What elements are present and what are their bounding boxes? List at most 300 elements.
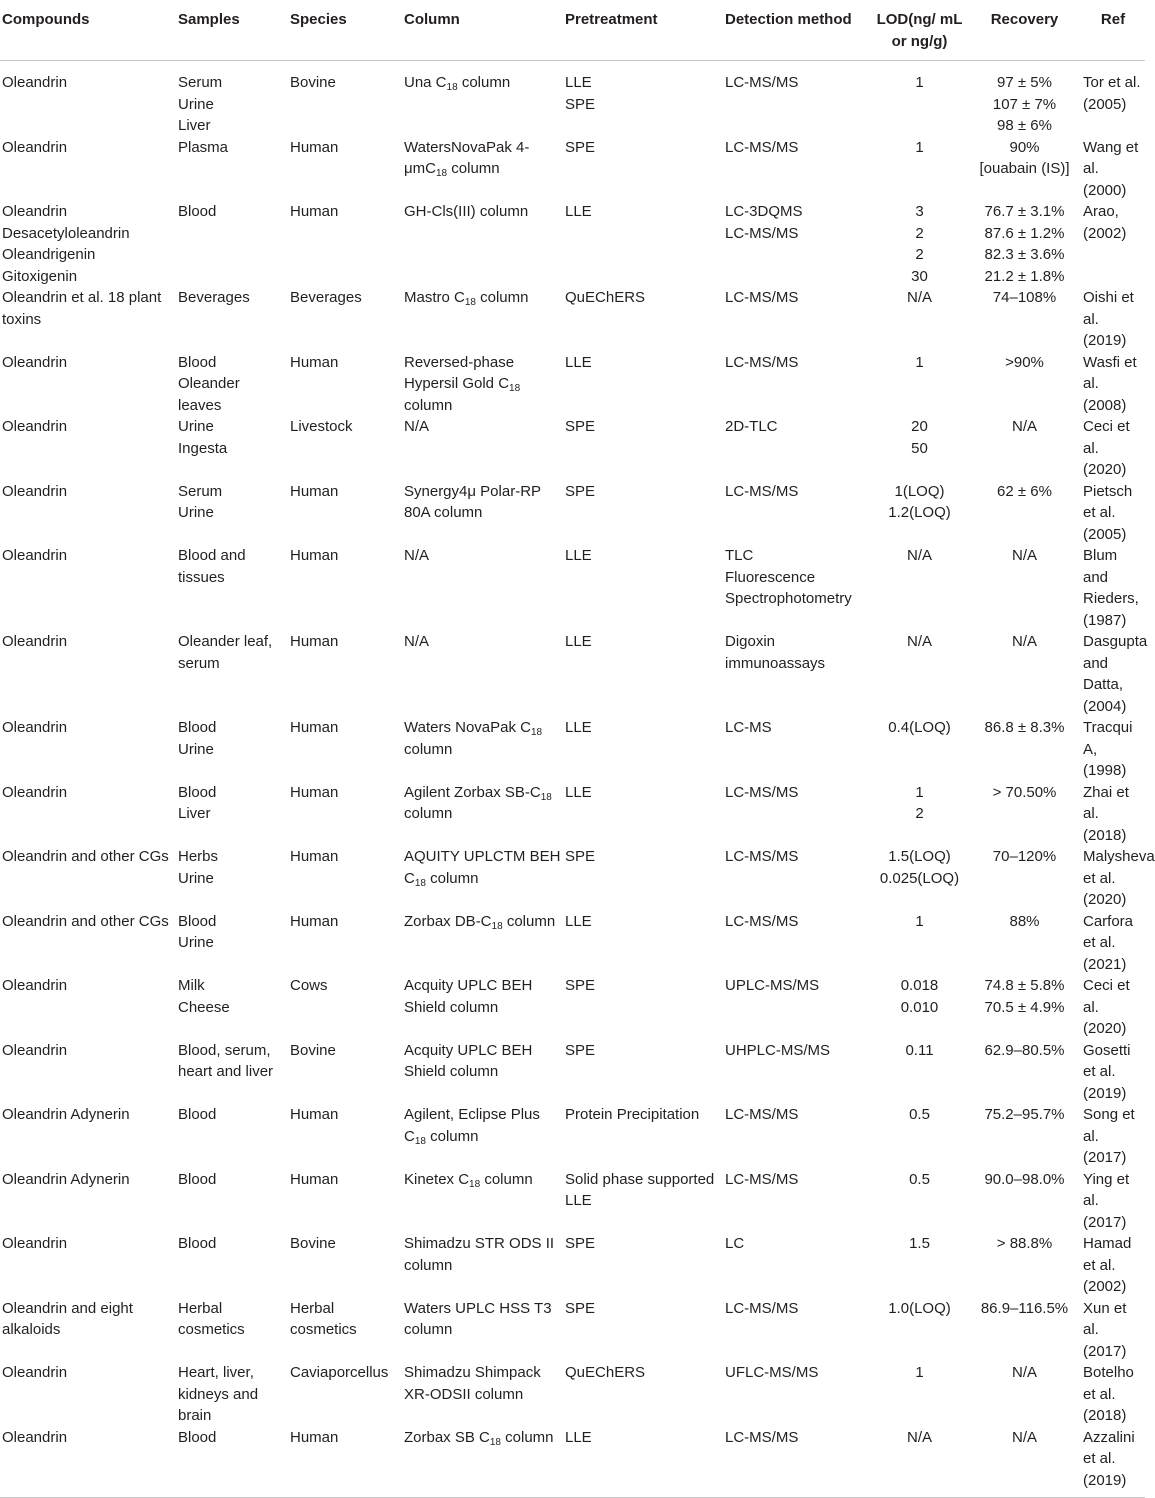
cell-samples-text: Serum Urine Liver [178,74,223,134]
table-row [0,352,1145,417]
cell-species [288,1298,402,1363]
cell-lod [871,1104,968,1169]
cell-lod [871,782,968,847]
cell-compounds [0,545,176,631]
cell-ref-text: Azzalini et al. (2019) [1083,1428,1135,1489]
cell-column-text: Zorbax SB $C_{18}$ column [404,1428,554,1448]
cell-ref-text: Zhai et al. (2018) [1083,783,1129,844]
header-compounds: Compounds [0,0,176,61]
cell-samples-text: Blood Oleander leaves [178,353,240,414]
cell-ref-text: Ceci et al. (2020) [1083,977,1130,1037]
cell-column [402,1040,563,1105]
cell-recovery-text: 75.2–95.7% [984,1106,1065,1123]
cell-ref-text: Dasgupta and Datta, (2004) [1083,633,1148,715]
cell-samples [176,1169,288,1234]
cell-lod [871,137,968,202]
cell-recovery [968,782,1081,847]
cell-recovery-text: N/A [1011,418,1037,435]
cell-ref [1081,545,1145,631]
cell-detection-method [723,1104,871,1169]
cell-lod-text: N/A [906,633,932,650]
cell-species [288,1104,402,1169]
cell-species-text: Cows [290,977,328,994]
cell-ref-text: Arao, (2002) [1083,203,1127,242]
cell-lod-text: 1 [915,912,924,930]
table-row [0,137,1145,202]
cell-species-text: Livestock [290,418,353,435]
cell-species-text: Human [290,353,339,371]
cell-pretreatment-text: LLE SPE [565,74,596,113]
cell-recovery [968,287,1081,352]
cell-pretreatment-text: LLE [565,353,592,371]
cell-pretreatment [563,1040,723,1105]
cell-species-text: Human [290,1170,339,1188]
cell-ref [1081,1233,1145,1298]
cell-ref-text: Gosetti et al. (2019) [1083,1041,1131,1102]
cell-column-text: N/A [404,547,430,564]
cell-detection-method-text: LC-MS/MS [725,482,799,500]
cell-compounds-text: Oleandrin [2,977,68,994]
cell-samples-text: Blood [178,1428,217,1446]
cell-species-text: Human [290,848,339,865]
cell-recovery-text: 97 ± 5% 107 ± 7% 98 ± 6% [992,74,1057,134]
cell-compounds [0,1040,176,1105]
cell-species [288,1427,402,1498]
header-species: Species [288,0,402,61]
cell-ref [1081,717,1145,782]
cell-ref [1081,1040,1145,1105]
cell-samples-text: Oleander leaf, serum [178,633,273,672]
cell-pretreatment-text: SPE [565,1235,596,1252]
cell-pretreatment [563,1104,723,1169]
cell-pretreatment [563,137,723,202]
cell-lod-text: 1 [915,353,924,371]
cell-recovery [968,846,1081,911]
cell-samples-text: Blood [178,1170,217,1188]
cell-lod [871,631,968,717]
cell-lod-text: 0.4(LOQ) [888,719,951,736]
cell-detection-method [723,782,871,847]
cell-ref [1081,1298,1145,1363]
cell-pretreatment-text: SPE [565,848,596,865]
cell-lod-text: N/A [906,547,932,564]
cell-ref [1081,782,1145,847]
table-row [0,201,1145,287]
cell-lod [871,201,968,287]
cell-compounds-text: Oleandrin et al. 18 plant toxins [2,289,162,328]
cell-lod [871,1040,968,1105]
cell-samples [176,416,288,481]
cell-detection-method-text: TLC Fluorescence Spectrophotometry [725,547,852,607]
cell-recovery-text: 90% [ouabain (IS)] [979,138,1070,177]
cell-species [288,201,402,287]
cell-pretreatment-text: Protein Precipitation [565,1106,700,1123]
cell-ref-text: Song et al. (2017) [1083,1106,1135,1166]
cell-recovery-text: >90% [1005,353,1044,371]
cell-compounds [0,481,176,546]
cell-compounds [0,201,176,287]
cell-pretreatment-text: QuEChERS [565,1364,646,1381]
cell-pretreatment-text: LLE [565,719,592,736]
cell-pretreatment [563,481,723,546]
cell-column [402,545,563,631]
cell-detection-method [723,61,871,137]
cell-samples [176,1040,288,1105]
cell-pretreatment-text: LLE [565,912,592,930]
cell-recovery-text: 62 ± 6% [997,482,1052,500]
cell-lod-text: 1(LOQ) 1.2(LOQ) [888,482,951,521]
cell-column-text: Agilent, Eclipse Plus $C_{18}$ column [404,1106,540,1147]
cell-pretreatment [563,416,723,481]
cell-samples-text: Heart, liver, kidneys and brain [178,1364,259,1424]
cell-recovery [968,201,1081,287]
cell-pretreatment [563,846,723,911]
cell-column [402,481,563,546]
cell-detection-method [723,1362,871,1427]
cell-lod-text: 1 [915,138,924,156]
cell-column-text: Acquity UPLC BEH Shield column [404,977,533,1016]
cell-detection-method [723,911,871,976]
cell-column-text: Shimadzu Shimpack XR-ODSII column [404,1364,541,1403]
table-row [0,631,1145,717]
cell-pretreatment-text: LLE [565,547,592,564]
cell-detection-method [723,287,871,352]
cell-column [402,1298,563,1363]
cell-samples [176,1427,288,1498]
cell-recovery [968,631,1081,717]
cell-ref-text: Botelho et al. (2018) [1083,1364,1134,1424]
cell-detection-method [723,481,871,546]
cell-samples-text: Blood [178,1235,217,1252]
cell-detection-method [723,846,871,911]
cell-recovery-text: 86.8 ± 8.3% [984,719,1065,736]
cell-compounds [0,1362,176,1427]
cell-species [288,287,402,352]
cell-detection-method [723,416,871,481]
cell-recovery [968,1104,1081,1169]
cell-species-text: Beverages [290,289,362,306]
cell-compounds-text: Oleandrin and eight alkaloids [2,1299,133,1338]
cell-samples [176,1298,288,1363]
cell-pretreatment [563,911,723,976]
cell-species [288,137,402,202]
cell-column [402,287,563,352]
cell-compounds [0,137,176,202]
table-row [0,911,1145,976]
cell-compounds-text: Oleandrin [2,138,68,156]
cell-column [402,1169,563,1234]
cell-compounds-text: Oleandrin [2,353,68,371]
cell-ref-text: Malysheva et al. (2020) [1083,848,1155,908]
cell-column [402,846,563,911]
cell-species-text: Bovine [290,1041,336,1059]
cell-ref-text: Wasfi et al. (2008) [1083,353,1137,414]
cell-pretreatment [563,1427,723,1498]
cell-samples [176,631,288,717]
cell-pretreatment-text: LLE [565,1428,592,1446]
cell-column [402,717,563,782]
table-row [0,782,1145,847]
cell-column-text: Zorbax $DB-C_{18}$ column [404,912,556,932]
cell-recovery [968,352,1081,417]
cell-species-text: Human [290,719,339,736]
cell-samples-text: Serum Urine [178,482,223,521]
header-samples: Samples [176,0,288,61]
cell-lod [871,352,968,417]
cell-column-text: Shimadzu STR ODS II column [404,1235,555,1274]
cell-detection-method-text: LC-MS/MS [725,74,799,91]
cell-recovery-text: N/A [1011,547,1037,564]
cell-pretreatment-text: Solid phase supported LLE [565,1170,715,1209]
cell-detection-method-text: 2D-TLC [725,418,778,435]
cell-column-text: Agilent Zorbax $SB-C_{18}$ column [404,783,552,822]
cell-detection-method-text: LC-MS/MS [725,353,799,371]
cell-lod [871,975,968,1040]
cell-species-text: Human [290,1428,339,1446]
cell-samples-text: Blood Urine [178,912,217,951]
cell-compounds [0,846,176,911]
cell-detection-method-text: LC-MS/MS [725,1106,799,1123]
cell-compounds-text: Oleandrin [2,1235,68,1252]
cell-recovery [968,1233,1081,1298]
cell-ref-text: Ying et al. (2017) [1083,1170,1130,1231]
cell-detection-method [723,545,871,631]
cell-detection-method-text: LC-MS/MS [725,1299,799,1317]
cell-compounds-text: Oleandrin [2,1041,68,1059]
cell-samples [176,975,288,1040]
cell-species [288,717,402,782]
header-column: Column [402,0,563,61]
cell-species [288,352,402,417]
cell-column [402,61,563,137]
cell-detection-method [723,975,871,1040]
cell-recovery-text: N/A [1011,1364,1037,1381]
table-body [0,61,1155,1498]
table-row [0,717,1145,782]
cell-samples-text: Blood and tissues [178,547,246,586]
cell-compounds [0,1169,176,1234]
cell-compounds [0,911,176,976]
cell-species-text: Human [290,203,339,220]
cell-compounds-text: Oleandrin [2,719,68,736]
cell-recovery-text: 62.9–80.5% [984,1041,1065,1059]
cell-detection-method [723,1233,871,1298]
cell-species-text: Bovine [290,74,336,91]
cell-ref [1081,61,1145,137]
cell-detection-method-text: LC-3DQMS LC-MS/MS [725,203,803,242]
cell-pretreatment [563,782,723,847]
cell-ref-text: Oishi et al. (2019) [1083,289,1134,349]
cell-recovery [968,1427,1081,1498]
table-row [0,1169,1145,1234]
cell-samples [176,782,288,847]
cell-detection-method-text: LC-MS/MS [725,138,799,156]
cell-ref [1081,1104,1145,1169]
cell-recovery-text: > 70.50% [992,783,1057,801]
cell-pretreatment-text: SPE [565,482,596,500]
cell-recovery-text: 86.9–116.5% [980,1299,1069,1317]
cell-ref-text: Tracqui A, (1998) [1083,719,1133,779]
cell-column [402,631,563,717]
cell-lod [871,911,968,976]
cell-pretreatment [563,975,723,1040]
cell-lod [871,1427,968,1498]
cell-compounds-text: Oleandrin [2,1428,68,1446]
cell-lod [871,1233,968,1298]
cell-compounds-text: Oleandrin [2,482,68,500]
cell-compounds [0,782,176,847]
cell-ref [1081,1169,1145,1234]
cell-species-text: Human [290,482,339,500]
cell-recovery [968,481,1081,546]
cell-detection-method-text: LC-MS/MS [725,912,799,930]
cell-species [288,1169,402,1234]
cell-lod-text: 0.018 0.010 [900,977,939,1016]
cell-samples-text: Milk Cheese [178,977,230,1016]
cell-detection-method [723,352,871,417]
cell-pretreatment [563,1169,723,1234]
header-detection-method: Detection method [723,0,871,61]
cell-recovery [968,1169,1081,1234]
cell-compounds-text: Oleandrin [2,1364,68,1381]
cell-lod-text: 0.5 [909,1170,930,1188]
cell-samples-text: Blood [178,1106,217,1123]
cell-compounds-text: Oleandrin [2,74,68,91]
cell-lod [871,1362,968,1427]
cell-species-text: Human [290,633,339,650]
cell-compounds [0,975,176,1040]
cell-detection-method-text: LC-MS/MS [725,1170,799,1188]
cell-samples [176,717,288,782]
cell-column-text: Acquity UPLC BEH Shield column [404,1041,533,1080]
cell-samples [176,545,288,631]
cell-column [402,1233,563,1298]
cell-compounds-text: Oleandrin Desacetyloleandrin Oleandrigenin Gitoxigenin [2,203,130,285]
cell-pretreatment-text: SPE [565,1299,596,1317]
cell-lod [871,717,968,782]
cell-recovery-text: 90.0–98.0% [984,1170,1065,1188]
cell-detection-method [723,1427,871,1498]
cell-ref [1081,287,1145,352]
cell-column [402,782,563,847]
table-row [0,1040,1145,1105]
cell-ref [1081,631,1148,717]
cell-detection-method [723,201,871,287]
cell-column-text: Mastro $C_{18}$ column [404,289,529,308]
cell-detection-method [723,717,871,782]
cell-pretreatment-text: SPE [565,977,596,994]
cell-detection-method-text: LC-MS/MS [725,783,799,801]
cell-recovery-text: N/A [1011,633,1037,650]
cell-samples-text: Blood Liver [178,783,217,822]
cell-recovery-text: N/A [1011,1428,1037,1446]
cell-compounds [0,416,176,481]
cell-column [402,1362,563,1427]
cell-samples-text: Urine Ingesta [178,418,228,457]
cell-samples [176,1233,288,1298]
cell-species [288,975,402,1040]
cell-pretreatment [563,201,723,287]
table-row [0,1298,1145,1363]
cell-lod-text: 3 2 2 30 [911,203,928,285]
cell-recovery-text: 88% [1009,912,1040,930]
cell-pretreatment [563,287,723,352]
cell-recovery [968,545,1081,631]
cell-species-text: Human [290,1106,339,1123]
cell-ref [1081,846,1155,911]
cell-compounds-text: Oleandrin and other CGs [2,912,169,930]
cell-column-text: Waters NovaPak $C_{18}$ column [404,719,543,758]
cell-pretreatment [563,545,723,631]
cell-column-text: Reversed-phase Hypersil Gold $C_{18}$ column [404,353,521,414]
cell-recovery [968,1298,1081,1363]
table-row [0,545,1145,631]
cell-samples [176,1362,288,1427]
cell-lod [871,481,968,546]
cell-column [402,975,563,1040]
cell-ref [1081,975,1145,1040]
cell-species [288,782,402,847]
cell-recovery [968,416,1081,481]
table-row [0,287,1145,352]
cell-column [402,1427,563,1498]
cell-ref [1081,137,1145,202]
cell-samples [176,61,288,137]
cell-lod-text: 1.5 [909,1235,930,1252]
header-lod: LOD(ng/ mL or ng/g) [871,0,968,61]
cell-compounds-text: Oleandrin [2,418,68,435]
cell-samples [176,481,288,546]
header-pretreatment: Pretreatment [563,0,723,61]
table-row [0,1362,1145,1427]
cell-samples-text: Herbs Urine [178,848,219,887]
cell-ref [1081,1362,1145,1427]
cell-ref-text: Pietsch et al. (2005) [1083,482,1133,543]
cell-pretreatment-text: SPE [565,418,596,435]
cell-column-text: AQUITY UPLCTM BEH $C_{18}$ column [404,848,561,889]
cell-samples [176,846,288,911]
table-row [0,61,1145,137]
cell-lod [871,61,968,137]
table-row [0,1427,1145,1498]
cell-compounds [0,1298,176,1363]
header-ref: Ref [1081,0,1145,61]
cell-species [288,911,402,976]
cell-column-text: Waters UPLC HSS T3 column [404,1299,552,1338]
cell-column-text: WatersNovaPak 4-μmC$_{18}$ column [404,138,530,179]
cell-compounds [0,1104,176,1169]
cell-lod-text: 1.0(LOQ) [888,1299,951,1317]
cell-species-text: Human [290,547,339,564]
cell-samples [176,201,288,287]
cell-column [402,1104,563,1169]
cell-compounds-text: Oleandrin Adynerin [2,1106,130,1123]
cell-species-text: Caviaporcellus [290,1364,389,1381]
cell-species [288,1362,402,1427]
cell-pretreatment-text: LLE [565,633,592,650]
cell-recovery [968,1040,1081,1105]
cell-compounds [0,352,176,417]
cell-samples [176,911,288,976]
cell-species [288,61,402,137]
table-row [0,481,1145,546]
cell-samples-text: Herbal cosmetics [178,1299,245,1338]
cell-compounds [0,1233,176,1298]
cell-column [402,201,563,287]
cell-pretreatment [563,61,723,137]
cell-ref [1081,1427,1145,1498]
cell-column [402,911,563,976]
